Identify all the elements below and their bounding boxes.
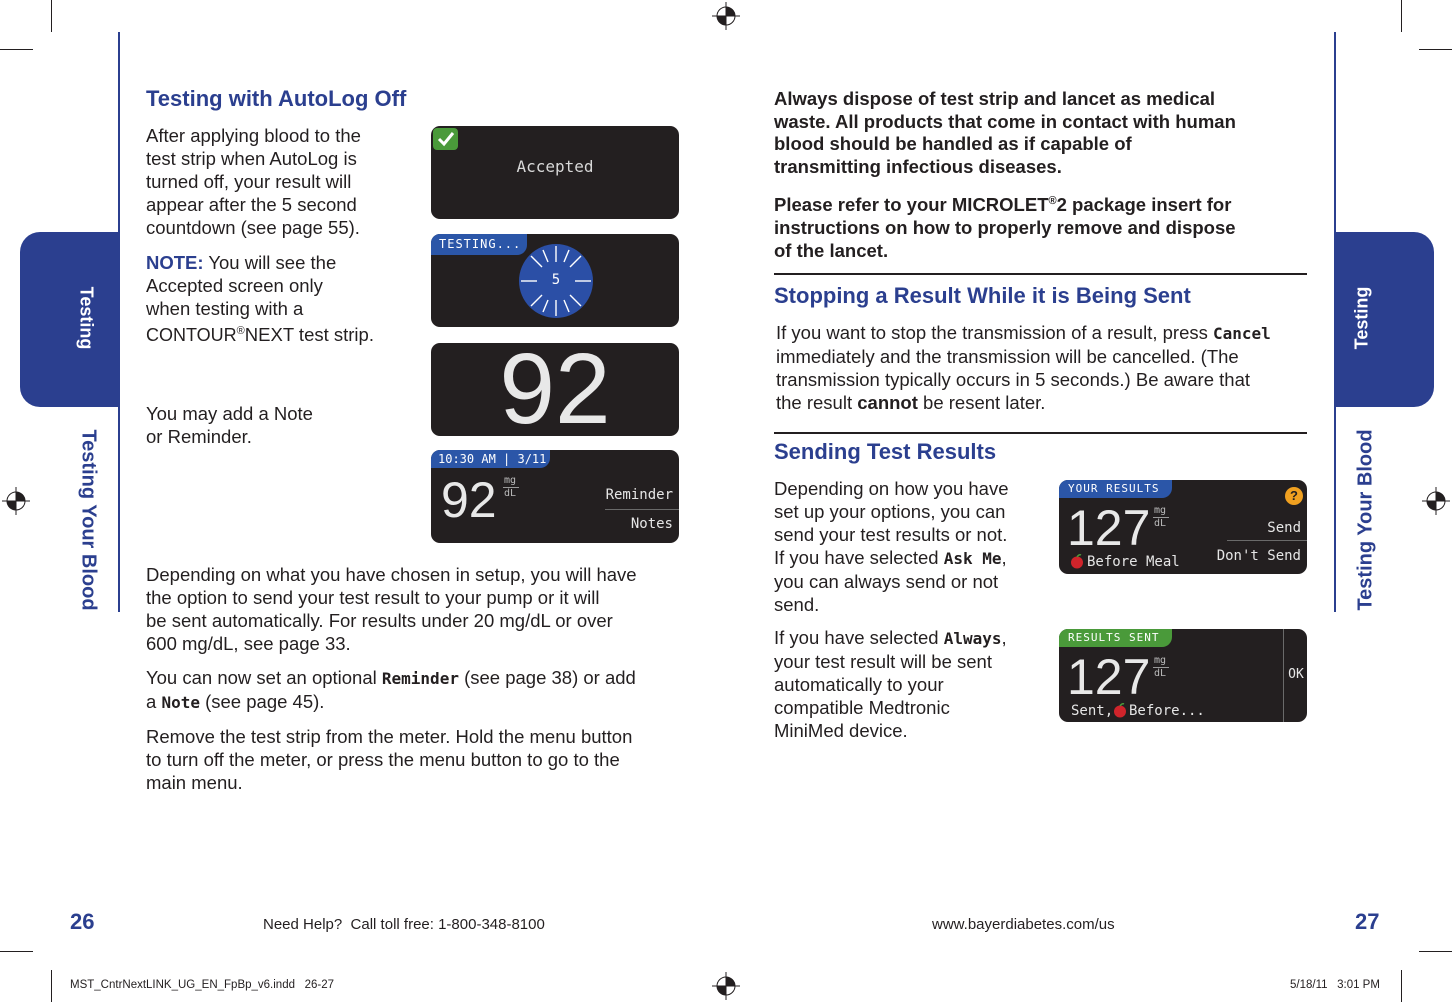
testing-header: TESTING... — [431, 234, 527, 255]
unit-dl: dL — [1154, 518, 1167, 529]
text-run: the result — [776, 392, 858, 413]
help-question-icon[interactable]: ? — [1285, 487, 1303, 505]
text-line: transmitting infectious diseases. — [774, 155, 1062, 177]
always-keyword: Always — [943, 629, 1002, 648]
registration-mark-icon — [712, 972, 740, 1000]
send-option[interactable]: Send — [1267, 520, 1301, 536]
text-line: send. — [774, 594, 820, 615]
text-run: (see page 38) or add — [458, 667, 636, 688]
autolog-intro-paragraph — [146, 124, 396, 239]
meal-marker-label: Before Meal — [1087, 554, 1180, 570]
right-side-section-label: Testing Your Blood — [1354, 429, 1377, 611]
text-line: Depending on how you have — [774, 478, 1009, 499]
text-line: turned off, your result will — [146, 171, 352, 192]
menu-divider — [605, 509, 679, 510]
text-line: Remove the test strip from the meter. Hold the menu button — [146, 726, 633, 747]
crop-mark — [1419, 49, 1452, 50]
left-side-tab-label: Testing — [76, 286, 97, 350]
unit-mg: mg — [504, 475, 517, 486]
accepted-screen — [431, 126, 679, 219]
apple-icon — [1113, 703, 1127, 718]
text-line: main menu. — [146, 772, 243, 793]
page-number-left: 26 — [70, 909, 95, 934]
countdown-number: 5 — [551, 272, 561, 288]
crop-mark — [0, 49, 33, 50]
date-time-header: 10:30 AM | 3/11 — [431, 450, 550, 468]
note-paragraph — [146, 251, 406, 347]
result-value: 92 — [441, 472, 497, 528]
add-note-paragraph — [146, 402, 396, 448]
text-line: send your test results or not. — [774, 524, 1008, 545]
crop-mark — [1401, 0, 1402, 32]
text-line: when testing with a — [146, 298, 304, 319]
dont-send-option[interactable]: Don't Send — [1216, 548, 1301, 564]
right-side-tab-label: Testing — [1351, 286, 1372, 350]
crop-mark — [1419, 951, 1452, 952]
text-run: Please refer to your — [774, 194, 952, 216]
text-run: , — [1001, 547, 1007, 568]
text-line: waste. All products that come in contact with human — [774, 110, 1236, 132]
text-line: your test result will be sent — [774, 651, 992, 672]
text-line: You will see the — [203, 252, 337, 273]
text-line: immediately and the transmission will be cancelled. (The — [776, 346, 1239, 367]
results-sent-screen — [1059, 629, 1307, 722]
text-line: be sent automatically. For results under 20 mg/dL or over — [146, 610, 613, 631]
ask-me-keyword: Ask Me — [943, 549, 1002, 568]
ok-button[interactable]: OK — [1288, 667, 1304, 682]
send-options-paragraph — [146, 563, 686, 655]
text-line: you can always send or not — [774, 571, 999, 592]
note-label: NOTE: — [146, 252, 204, 273]
always-paragraph — [774, 626, 1054, 742]
section-divider — [774, 432, 1307, 434]
brand-microlet: MICROLET — [951, 194, 1049, 216]
apple-icon — [1070, 554, 1084, 569]
cancel-keyword: Cancel — [1213, 324, 1271, 343]
unit-dl: dL — [1154, 668, 1167, 679]
text-line: or Reminder. — [146, 426, 252, 447]
left-side-section-label: Testing Your Blood — [77, 429, 100, 611]
result-large-screen — [431, 343, 679, 436]
crop-mark — [51, 0, 52, 32]
date-slug: 5/18/11 3:01 PM — [1290, 979, 1380, 991]
registration-mark-icon — [1422, 487, 1450, 515]
text-run: be resent later. — [917, 392, 1046, 413]
stop-transmission-paragraph — [776, 321, 1316, 414]
text-line: Accepted screen only — [146, 275, 323, 296]
text-line: After applying blood to the — [146, 125, 361, 146]
text-run: If you want to stop the transmission of a result, press — [776, 322, 1214, 343]
your-results-header: YOUR RESULTS — [1059, 480, 1172, 498]
text-run: If you have selected — [774, 547, 944, 568]
text-line: the option to send your test result to your pump or it will — [146, 587, 600, 608]
text-line: blood should be handled as if capable of — [774, 133, 1132, 154]
checkmark-icon — [437, 131, 455, 147]
text-line: transmission typically occurs in 5 seconds.) Be aware that — [776, 369, 1251, 390]
unit-dl: dL — [504, 488, 517, 499]
text-line: test strip when AutoLog is — [146, 148, 357, 169]
text-run: (see page 45). — [199, 691, 325, 712]
file-slug: MST_CntrNextLINK_UG_EN_FpBp_v6.indd 26-27 — [70, 979, 334, 991]
reminder-keyword: Reminder — [381, 669, 459, 688]
text-line: to turn off the meter, or press the menu button to go to the — [146, 749, 620, 770]
unit-mg: mg — [1154, 505, 1167, 516]
cannot-emphasis: cannot — [857, 392, 918, 413]
reminder-paragraph — [146, 666, 686, 714]
note-keyword: Note — [161, 693, 200, 712]
text-line: You may add a Note — [146, 403, 313, 424]
text-run: , — [1001, 627, 1007, 648]
text-line: countdown (see page 55). — [146, 217, 360, 238]
registered-mark: ® — [1048, 195, 1057, 207]
registered-mark: ® — [236, 325, 245, 337]
text-line: automatically to your — [774, 674, 944, 695]
section-divider — [774, 273, 1307, 275]
right-side-tab[interactable] — [1334, 232, 1434, 407]
crop-mark — [0, 951, 33, 952]
text-line: appear after the 5 second — [146, 194, 357, 215]
crop-mark — [1401, 970, 1402, 1002]
results-sent-header: RESULTS SENT — [1059, 629, 1172, 647]
menu-option-reminder[interactable]: Reminder — [605, 487, 673, 503]
meal-marker-label: Before... — [1129, 703, 1205, 719]
sending-paragraph — [774, 477, 1054, 616]
crop-mark — [51, 970, 52, 1002]
text-line: compatible Medtronic — [774, 697, 950, 718]
remove-strip-paragraph — [146, 725, 686, 794]
menu-divider — [1227, 540, 1307, 541]
result-value: 127 — [1067, 649, 1151, 705]
registration-mark-icon — [2, 487, 30, 515]
lancet-instructions — [774, 190, 1314, 262]
result-value: 127 — [1067, 500, 1151, 556]
result-menu-screen — [431, 450, 679, 543]
menu-option-notes[interactable]: Notes — [630, 516, 673, 532]
accepted-label: Accepted — [516, 157, 594, 176]
brand-contour: CONTOUR — [146, 325, 237, 346]
testing-countdown-screen — [431, 234, 679, 327]
text-run: a — [146, 691, 162, 712]
text-run: 2 package insert for — [1056, 194, 1232, 216]
left-side-tab[interactable] — [20, 232, 120, 407]
registration-mark-icon — [712, 2, 740, 30]
result-value-large: 92 — [499, 343, 611, 436]
text-run: You can now set an optional — [146, 667, 382, 688]
text-line: 600 mg/dL, see page 33. — [146, 633, 351, 654]
website-footer: www.bayerdiabetes.com/us — [932, 916, 1115, 933]
text-line: set up your options, you can — [774, 501, 1006, 522]
text-line: Depending on what you have chosen in setup, you will have — [146, 564, 637, 585]
heading-sending-results: Sending Test Results — [774, 439, 997, 464]
help-line-footer: Need Help? Call toll free: 1-800-348-8100 — [263, 916, 545, 933]
heading-stopping-result: Stopping a Result While it is Being Sent — [774, 283, 1191, 308]
page-number-right: 27 — [1355, 909, 1380, 934]
text-line: Always dispose of test strip and lancet as medical — [774, 88, 1216, 109]
text-line: NEXT test strip. — [244, 324, 374, 346]
text-run: If you have selected — [774, 627, 944, 648]
unit-mg: mg — [1154, 655, 1167, 666]
text-line: MiniMed device. — [774, 720, 908, 741]
heading-autolog-off: Testing with AutoLog Off — [146, 86, 407, 111]
text-line: instructions on how to properly remove and dispose — [774, 217, 1236, 239]
your-results-screen — [1059, 480, 1307, 574]
sent-label: Sent, — [1071, 703, 1114, 719]
text-line: of the lancet. — [774, 240, 889, 262]
disposal-warning — [774, 88, 1314, 178]
ok-divider — [1283, 629, 1284, 722]
